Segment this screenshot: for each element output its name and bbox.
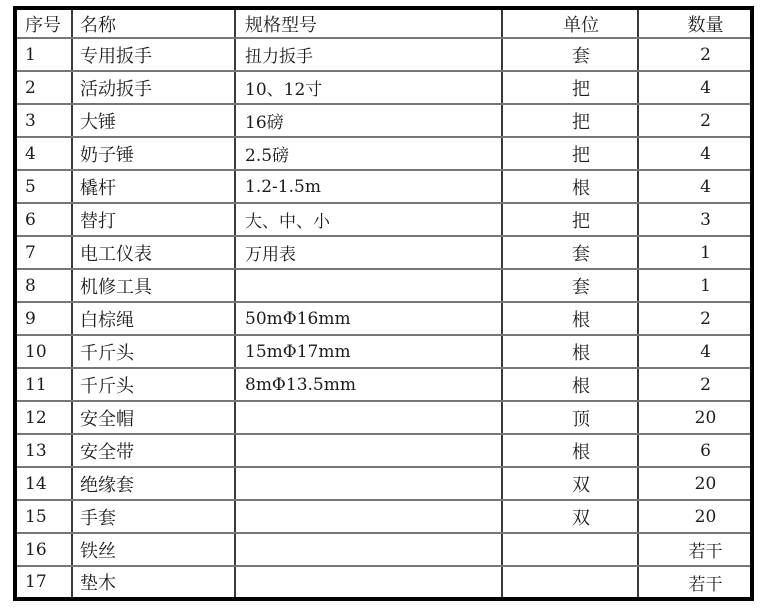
cell-unit: 顶 [502, 401, 638, 434]
cell-no: 15 [15, 500, 72, 533]
cell-qty: 6 [638, 434, 752, 467]
cell-spec [235, 566, 502, 599]
table-row [15, 104, 752, 137]
table-row [15, 236, 752, 269]
cell-unit: 双 [502, 467, 638, 500]
cell-no: 11 [15, 368, 72, 401]
cell-spec: 10、12寸 [235, 71, 502, 104]
cell-name: 奶子锤 [72, 137, 235, 170]
cell-name: 替打 [72, 203, 235, 236]
cell-no: 4 [15, 137, 72, 170]
cell-spec [235, 434, 502, 467]
cell-qty: 1 [638, 236, 752, 269]
table-row [15, 203, 752, 236]
cell-unit: 根 [502, 302, 638, 335]
cell-name: 千斤头 [72, 368, 235, 401]
cell-no: 2 [15, 71, 72, 104]
table-row [15, 533, 752, 566]
header-row [15, 8, 752, 38]
table-row [15, 401, 752, 434]
cell-no: 12 [15, 401, 72, 434]
table-row [15, 302, 752, 335]
cell-unit: 根 [502, 368, 638, 401]
column-header-no: 序号 [15, 8, 72, 38]
cell-name: 千斤头 [72, 335, 235, 368]
cell-spec: 扭力扳手 [235, 38, 502, 71]
cell-spec: 50mΦ16mm [235, 302, 502, 335]
column-header-unit: 单位 [502, 8, 638, 38]
table-row [15, 38, 752, 71]
cell-spec [235, 500, 502, 533]
cell-no: 16 [15, 533, 72, 566]
cell-unit: 把 [502, 137, 638, 170]
cell-spec: 8mΦ13.5mm [235, 368, 502, 401]
cell-qty: 2 [638, 38, 752, 71]
cell-unit: 根 [502, 170, 638, 203]
cell-unit: 双 [502, 500, 638, 533]
table-row [15, 566, 752, 599]
cell-name: 绝缘套 [72, 467, 235, 500]
cell-name: 机修工具 [72, 269, 235, 302]
cell-qty: 2 [638, 302, 752, 335]
equipment-table [13, 6, 754, 601]
cell-unit: 把 [502, 104, 638, 137]
cell-spec: 16磅 [235, 104, 502, 137]
cell-name: 大锤 [72, 104, 235, 137]
table-row [15, 71, 752, 104]
cell-no: 14 [15, 467, 72, 500]
cell-unit: 套 [502, 269, 638, 302]
cell-unit: 套 [502, 38, 638, 71]
cell-no: 8 [15, 269, 72, 302]
cell-qty: 3 [638, 203, 752, 236]
cell-qty: 20 [638, 401, 752, 434]
cell-unit: 套 [502, 236, 638, 269]
column-header-qty: 数量 [638, 8, 752, 38]
cell-spec: 15mΦ17mm [235, 335, 502, 368]
cell-name: 安全带 [72, 434, 235, 467]
cell-no: 7 [15, 236, 72, 269]
column-header-spec: 规格型号 [235, 8, 502, 38]
cell-name: 手套 [72, 500, 235, 533]
cell-unit: 根 [502, 335, 638, 368]
cell-qty: 20 [638, 467, 752, 500]
cell-spec [235, 269, 502, 302]
cell-qty: 若干 [638, 533, 752, 566]
cell-no: 10 [15, 335, 72, 368]
cell-qty: 20 [638, 500, 752, 533]
cell-unit [502, 533, 638, 566]
cell-spec: 1.2-1.5m [235, 170, 502, 203]
cell-no: 17 [15, 566, 72, 599]
cell-unit [502, 566, 638, 599]
cell-qty: 4 [638, 71, 752, 104]
cell-qty: 1 [638, 269, 752, 302]
cell-name: 白棕绳 [72, 302, 235, 335]
cell-no: 9 [15, 302, 72, 335]
table-row [15, 269, 752, 302]
cell-qty: 4 [638, 137, 752, 170]
cell-name: 垫木 [72, 566, 235, 599]
table-row [15, 137, 752, 170]
cell-spec [235, 401, 502, 434]
cell-no: 3 [15, 104, 72, 137]
column-header-name: 名称 [72, 8, 235, 38]
cell-spec: 大、中、小 [235, 203, 502, 236]
table-row [15, 467, 752, 500]
cell-spec: 万用表 [235, 236, 502, 269]
cell-unit: 把 [502, 203, 638, 236]
cell-qty: 4 [638, 335, 752, 368]
cell-qty: 4 [638, 170, 752, 203]
cell-name: 活动扳手 [72, 71, 235, 104]
cell-unit: 把 [502, 71, 638, 104]
cell-name: 专用扳手 [72, 38, 235, 71]
cell-no: 1 [15, 38, 72, 71]
cell-no: 6 [15, 203, 72, 236]
cell-qty: 2 [638, 368, 752, 401]
table-row [15, 500, 752, 533]
cell-no: 13 [15, 434, 72, 467]
cell-name: 铁丝 [72, 533, 235, 566]
cell-spec: 2.5磅 [235, 137, 502, 170]
cell-qty: 若干 [638, 566, 752, 599]
table-row [15, 434, 752, 467]
cell-name: 安全帽 [72, 401, 235, 434]
cell-spec [235, 467, 502, 500]
table-row [15, 368, 752, 401]
cell-name: 电工仪表 [72, 236, 235, 269]
table-row [15, 335, 752, 368]
cell-spec [235, 533, 502, 566]
cell-qty: 2 [638, 104, 752, 137]
cell-name: 橇杆 [72, 170, 235, 203]
cell-no: 5 [15, 170, 72, 203]
cell-unit: 根 [502, 434, 638, 467]
table-row [15, 170, 752, 203]
